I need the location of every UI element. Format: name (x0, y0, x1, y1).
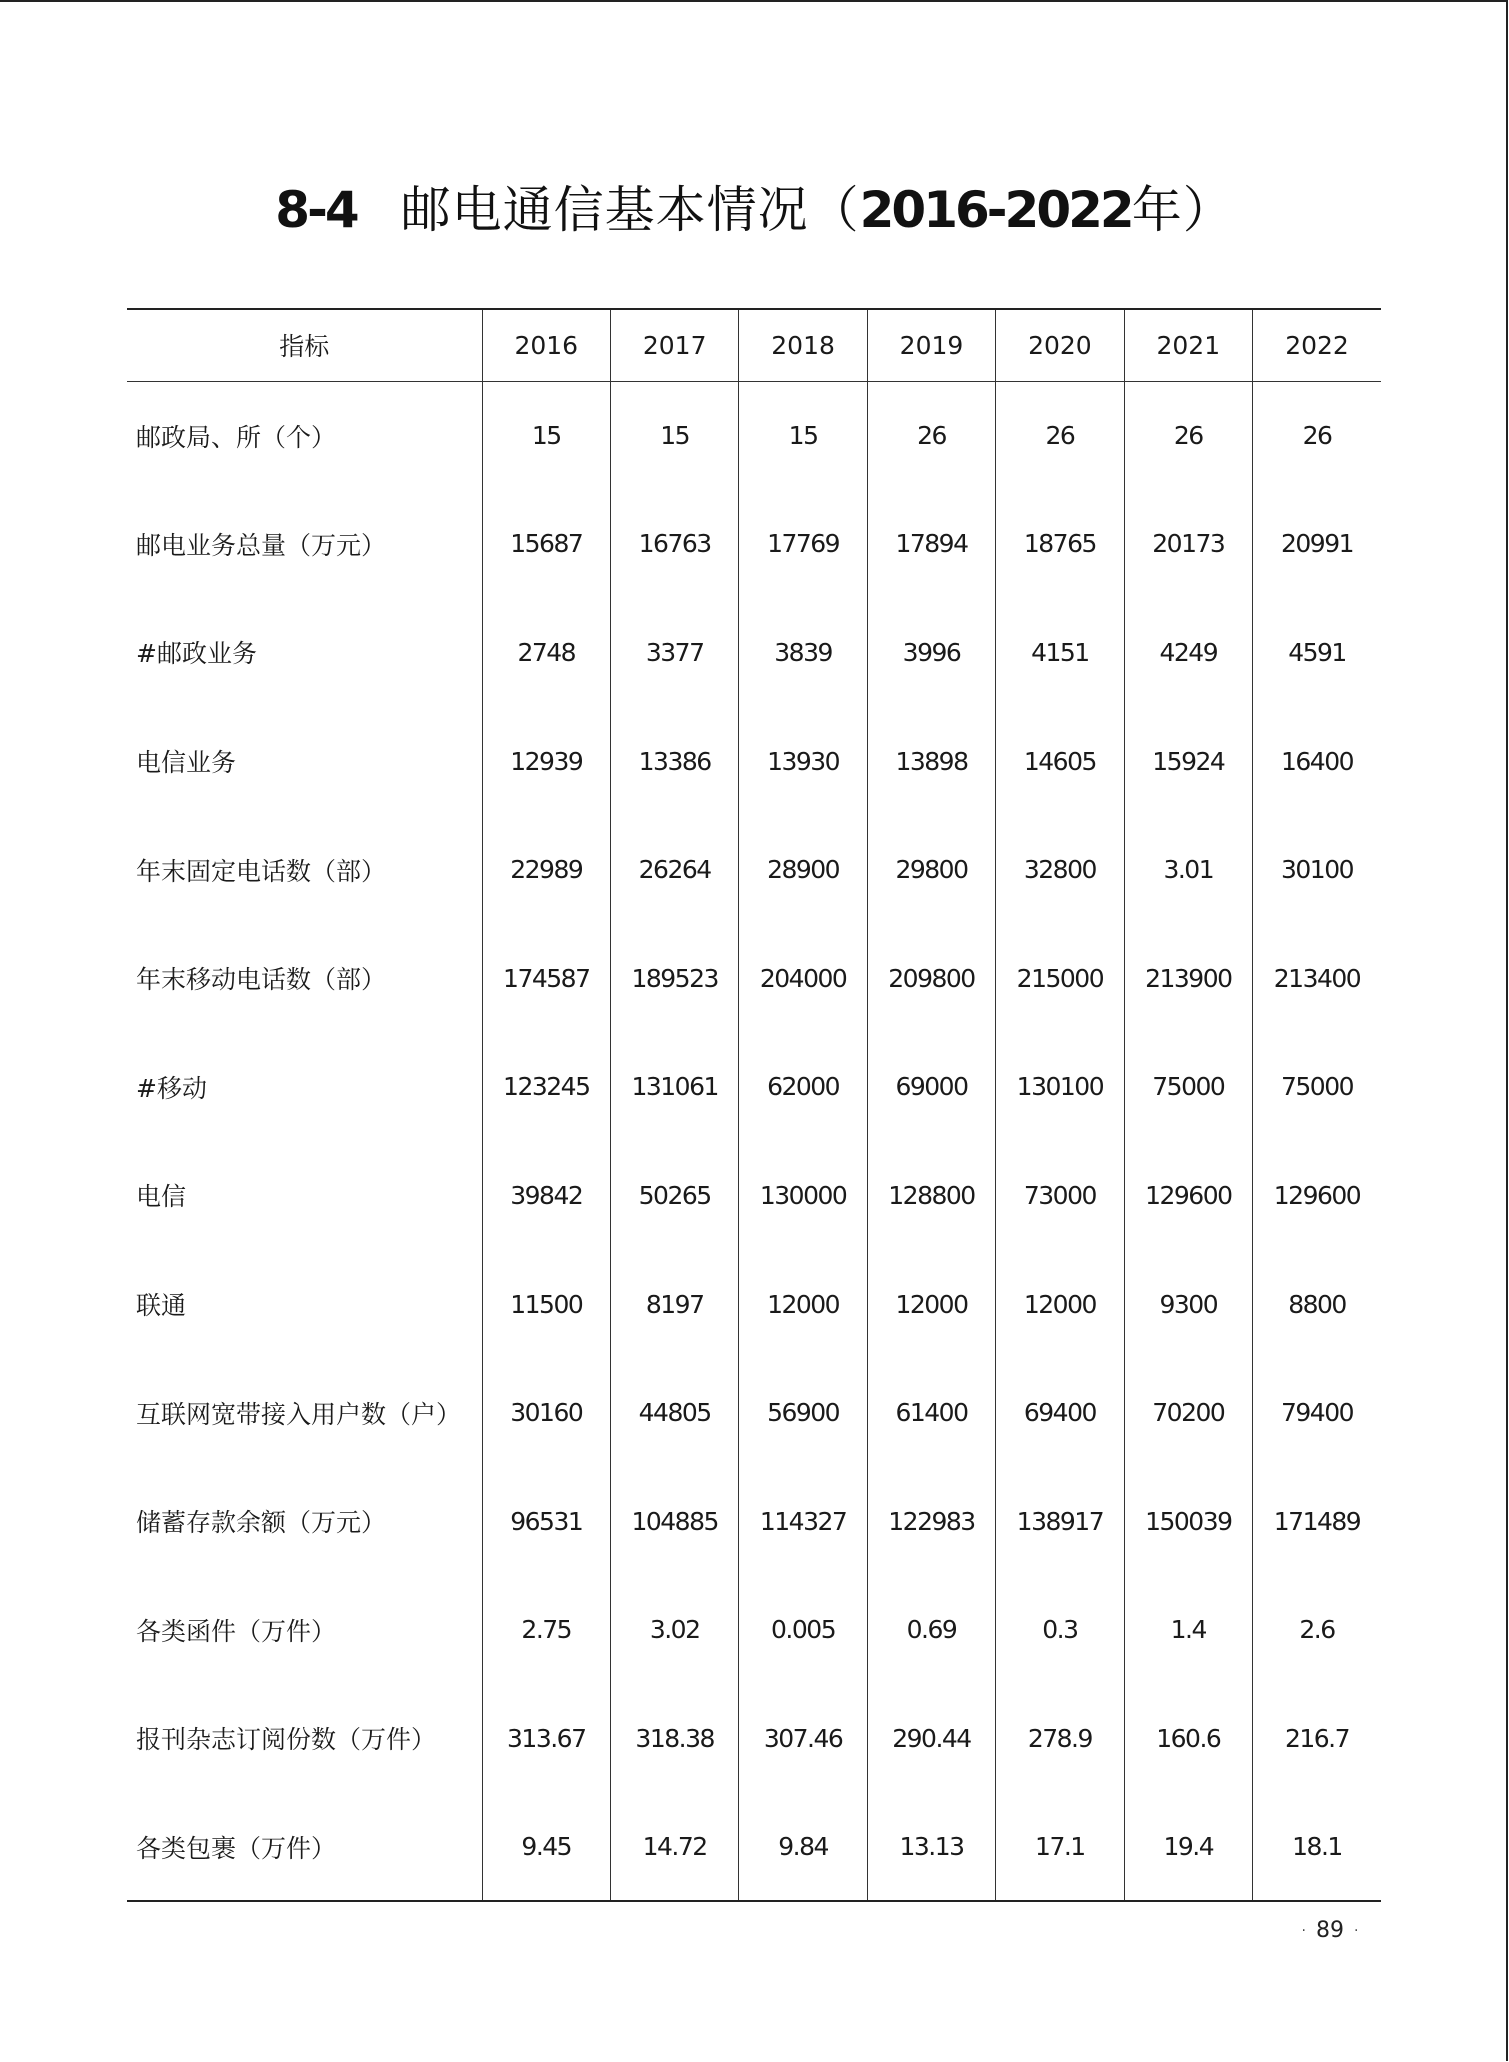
table-row (127, 1467, 1381, 1576)
cell-value: 17.1 (996, 1793, 1124, 1902)
table-row (127, 1576, 1381, 1685)
cell-value: 9.45 (482, 1793, 610, 1902)
cell-value: 174587 (482, 924, 610, 1033)
cell-value: 123245 (482, 1033, 610, 1142)
cell-value: 13930 (739, 707, 867, 816)
cell-value: 213900 (1124, 924, 1252, 1033)
table-row (127, 1033, 1381, 1142)
cell-value: 8197 (610, 1250, 738, 1359)
table-row (127, 924, 1381, 1033)
cell-value: 15687 (482, 490, 610, 599)
table-row (127, 1684, 1381, 1793)
cell-value: 62000 (739, 1033, 867, 1142)
cell-value: 26 (996, 381, 1124, 490)
cell-value: 3377 (610, 598, 738, 707)
cell-value: 3.02 (610, 1576, 738, 1685)
cell-value: 130100 (996, 1033, 1124, 1142)
cell-value: 129600 (1253, 1141, 1382, 1250)
cell-value: 32800 (996, 815, 1124, 924)
cell-value: 3839 (739, 598, 867, 707)
cell-value: 213400 (1253, 924, 1382, 1033)
cell-value: 26 (867, 381, 995, 490)
cell-value: 12939 (482, 707, 610, 816)
cell-value: 18765 (996, 490, 1124, 599)
cell-value: 50265 (610, 1141, 738, 1250)
cell-value: 13.13 (867, 1793, 995, 1902)
table-row (127, 1793, 1381, 1902)
cell-value: 56900 (739, 1358, 867, 1467)
cell-value: 18.1 (1253, 1793, 1382, 1902)
row-label: 邮电业务总量（万元） (136, 530, 387, 560)
cell-value: 3.01 (1124, 815, 1252, 924)
cell-value: 122983 (867, 1467, 995, 1576)
header-year: 2022 (1253, 309, 1382, 381)
cell-value: 15 (482, 381, 610, 490)
cell-value: 19.4 (1124, 1793, 1252, 1902)
cell-value: 2.6 (1253, 1576, 1382, 1685)
cell-value: 14605 (996, 707, 1124, 816)
cell-value: 17769 (739, 490, 867, 599)
cell-value: 13386 (610, 707, 738, 816)
cell-value: 307.46 (739, 1684, 867, 1793)
cell-value: 4591 (1253, 598, 1382, 707)
cell-value: 8800 (1253, 1250, 1382, 1359)
table-row (127, 381, 1381, 490)
row-label: 储蓄存款余额（万元） (136, 1508, 387, 1538)
table-row (127, 707, 1381, 816)
cell-value: 14.72 (610, 1793, 738, 1902)
cell-value: 114327 (739, 1467, 867, 1576)
cell-value: 0.3 (996, 1576, 1124, 1685)
cell-value: 150039 (1124, 1467, 1252, 1576)
cell-value: 12000 (996, 1250, 1124, 1359)
cell-value: 20173 (1124, 490, 1252, 599)
cell-value: 3996 (867, 598, 995, 707)
cell-value: 0.005 (739, 1576, 867, 1685)
cell-value: 12000 (867, 1250, 995, 1359)
header-year: 2019 (867, 309, 995, 381)
header-year: 2018 (739, 309, 867, 381)
table-row (127, 598, 1381, 707)
header-year: 2016 (482, 309, 610, 381)
cell-value: 128800 (867, 1141, 995, 1250)
cell-value: 215000 (996, 924, 1124, 1033)
row-label: 联通 (136, 1291, 187, 1321)
row-label: 报刊杂志订阅份数（万件） (136, 1725, 437, 1755)
cell-value: 1.4 (1124, 1576, 1252, 1685)
cell-value: 96531 (482, 1467, 610, 1576)
cell-value: 4249 (1124, 598, 1252, 707)
page-title (0, 172, 1509, 248)
cell-value: 69000 (867, 1033, 995, 1142)
header-year: 2020 (996, 309, 1124, 381)
cell-value: 129600 (1124, 1141, 1252, 1250)
cell-value: 11500 (482, 1250, 610, 1359)
cell-value: 26264 (610, 815, 738, 924)
table-row (127, 815, 1381, 924)
cell-value: 12000 (739, 1250, 867, 1359)
cell-value: 73000 (996, 1141, 1124, 1250)
cell-value: 209800 (867, 924, 995, 1033)
cell-value: 26 (1124, 381, 1252, 490)
row-label: #移动 (136, 1073, 207, 1103)
cell-value: 75000 (1124, 1033, 1252, 1142)
cell-value: 15 (739, 381, 867, 490)
table-row (127, 1250, 1381, 1359)
header-indicator: 指标 (127, 309, 482, 381)
cell-value: 28900 (739, 815, 867, 924)
table-row (127, 1358, 1381, 1467)
cell-value: 44805 (610, 1358, 738, 1467)
table-body (127, 381, 1381, 1901)
cell-value: 204000 (739, 924, 867, 1033)
cell-value: 9300 (1124, 1250, 1252, 1359)
cell-value: 4151 (996, 598, 1124, 707)
cell-value: 104885 (610, 1467, 738, 1576)
row-label: #邮政业务 (136, 639, 257, 669)
title-suffix: 年） (1131, 181, 1234, 239)
cell-value: 70200 (1124, 1358, 1252, 1467)
row-label: 各类函件（万件） (136, 1616, 337, 1646)
cell-value: 130000 (739, 1141, 867, 1250)
title-years: 2016-2022 (859, 181, 1132, 239)
cell-value: 22989 (482, 815, 610, 924)
cell-value: 15924 (1124, 707, 1252, 816)
cell-value: 131061 (610, 1033, 738, 1142)
cell-value: 278.9 (996, 1684, 1124, 1793)
cell-value: 29800 (867, 815, 995, 924)
cell-value: 79400 (1253, 1358, 1382, 1467)
row-label: 电信 (136, 1182, 187, 1212)
cell-value: 216.7 (1253, 1684, 1382, 1793)
cell-value: 61400 (867, 1358, 995, 1467)
cell-value: 16400 (1253, 707, 1382, 816)
page-number-value: 89 (1316, 1918, 1344, 1943)
table-number: 8-4 (275, 181, 357, 239)
cell-value: 2748 (482, 598, 610, 707)
cell-value: 138917 (996, 1467, 1124, 1576)
cell-value: 26 (1253, 381, 1382, 490)
cell-value: 160.6 (1124, 1684, 1252, 1793)
cell-value: 16763 (610, 490, 738, 599)
row-label: 电信业务 (136, 748, 237, 778)
cell-value: 20991 (1253, 490, 1382, 599)
row-label: 年末固定电话数（部） (136, 856, 387, 886)
cell-value: 318.38 (610, 1684, 738, 1793)
row-label: 年末移动电话数（部） (136, 965, 387, 995)
cell-value: 313.67 (482, 1684, 610, 1793)
row-label: 互联网宽带接入用户数（户） (136, 1399, 462, 1429)
cell-value: 17894 (867, 490, 995, 599)
table-row (127, 490, 1381, 599)
cell-value: 30100 (1253, 815, 1382, 924)
cell-value: 15 (610, 381, 738, 490)
cell-value: 2.75 (482, 1576, 610, 1685)
page-number: · 89 · (1301, 1918, 1359, 1943)
table-header-row (127, 309, 1381, 381)
cell-value: 9.84 (739, 1793, 867, 1902)
row-label: 各类包裹（万件） (136, 1833, 337, 1863)
row-label: 邮政局、所（个） (136, 422, 337, 452)
cell-value: 171489 (1253, 1467, 1382, 1576)
table-row (127, 1141, 1381, 1250)
cell-value: 75000 (1253, 1033, 1382, 1142)
cell-value: 39842 (482, 1141, 610, 1250)
header-year: 2021 (1124, 309, 1252, 381)
cell-value: 30160 (482, 1358, 610, 1467)
cell-value: 290.44 (867, 1684, 995, 1793)
title-main: 邮电通信基本情况（ (400, 181, 860, 239)
header-year: 2017 (610, 309, 738, 381)
statistics-table (127, 308, 1381, 1902)
cell-value: 13898 (867, 707, 995, 816)
cell-value: 0.69 (867, 1576, 995, 1685)
cell-value: 189523 (610, 924, 738, 1033)
cell-value: 69400 (996, 1358, 1124, 1467)
